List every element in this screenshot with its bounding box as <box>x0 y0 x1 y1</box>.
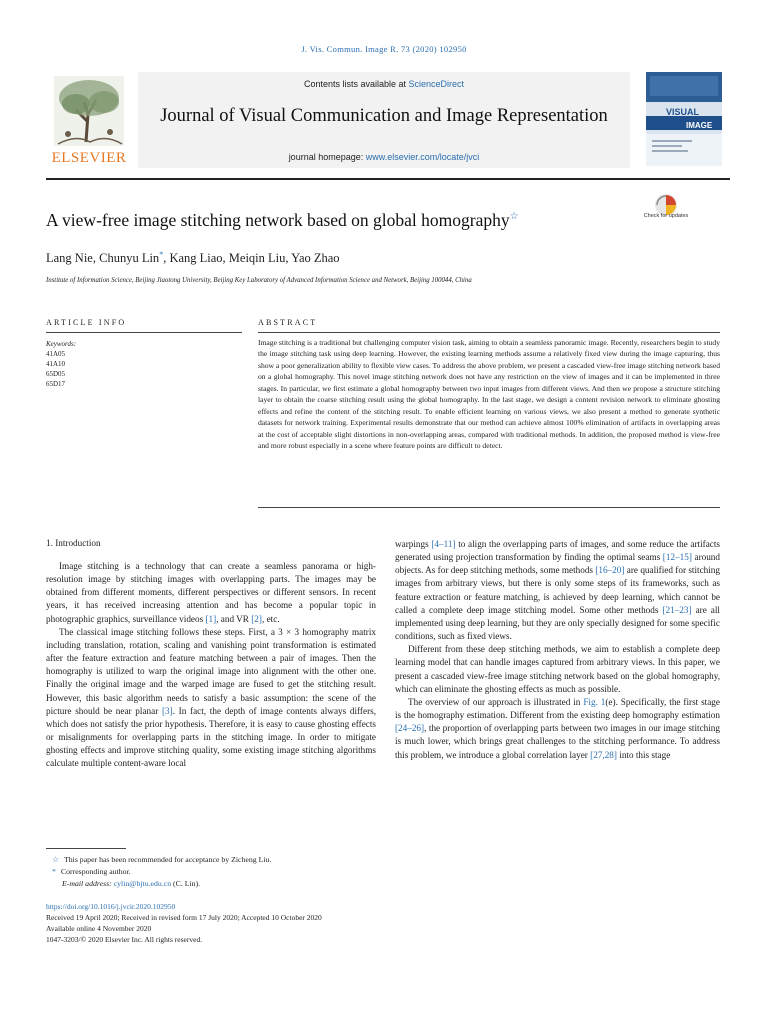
abstract-rule <box>258 332 720 333</box>
intro-paragraph-2-cont <box>395 538 720 643</box>
email-tail: (C. Lin). <box>171 879 201 888</box>
text-run: around objects. As for deep stitching methods, some methods <box>395 552 720 576</box>
text-run: to align the overlapping parts of images, and some reduce the artifacts generated using projection transformation by finding the optimal seams <box>395 539 720 563</box>
text-run: The overview of our approach is illustrated in <box>408 696 584 707</box>
authors-first: Lang Nie, Chunyu Lin <box>46 251 160 266</box>
text-run: into this stage <box>616 749 671 760</box>
journal-title: Journal of Visual Communication and Image Representation <box>160 106 608 126</box>
footnote-acceptance <box>52 855 271 864</box>
citation-link[interactable]: [4–11] <box>431 539 456 549</box>
check-for-updates-label[interactable]: Check for updates <box>643 213 689 219</box>
text-run: Image stitching is a technology that can create a seamless panorama or high-resolution image by stitching images with overlapping parts. The images may be obtained from different moments, different perspectives or different sensors. In recent years, it has received increasing attention and has become a popular topic in photographic graphics, surveillance videos <box>46 561 376 624</box>
check-for-updates-icon[interactable] <box>646 192 686 232</box>
available-online: Available online 4 November 2020 <box>46 924 152 933</box>
text-run: , and VR <box>216 613 252 624</box>
text-run: are qualified for stitching images from arbitrary views, but there is only some steps of its frameworks, such as feature extraction or feature matching, is achieved by deep learning, which cannot be called a complete deep image stitching model. Some other methods <box>395 565 720 615</box>
journal-cover-image <box>646 72 722 166</box>
intro-paragraph-4 <box>395 696 720 762</box>
footnote-rule <box>46 848 126 849</box>
abstract-bottom-rule <box>258 507 720 508</box>
citation-link[interactable]: [16–20] <box>595 565 625 576</box>
footnote-mark: ☆ <box>52 855 59 864</box>
contents-line <box>138 79 630 89</box>
footnote-text: This paper has been recommended for acceptance by Zicheng Liu. <box>64 855 272 864</box>
title-footnote-mark[interactable]: ☆ <box>509 211 519 223</box>
figure-link[interactable]: Fig. 1 <box>583 696 606 707</box>
paper-title-text: A view-free image stitching network based on global homography <box>46 210 510 230</box>
doi-link[interactable]: https://doi.org/10.1016/j.jvcir.2020.102950 <box>46 902 176 911</box>
keywords-label: Keywords: <box>46 340 77 348</box>
citation-link[interactable]: [1] <box>205 613 217 624</box>
paper-title <box>46 210 519 231</box>
intro-paragraph-2 <box>46 626 376 771</box>
abstract-text: Image stitching is a traditional but challenging computer vision task, aiming to obtain a seamless panoramic image. Recently, researchers begin to study the image stitching task using deep learning. However, the existing learning methods assume a relatively fixed view during the image capturing, thus show a poor generalization ability to flexible view cases. To address the above problem, we present a cascaded view-free image stitching network based on a global homography. This novel image stitching network does not have any restriction on the view of images and it can be implemented in three stages. In particular, we first estimate a global homography between two input images from different views. And then we propose a structure stitching layer to obtain the coarse stitching result using the global homography. In the last stage, we design a content revision network to eliminate ghosting effects and refine the content of the stitching result. To enable efficient learning on various views, we also present a method to generate synthetic datasets for network training. Experimental results demonstrate that our method can achieve almost 100% elimination of artifacts in overlapping areas at the cost of acceptable slight distortions in non-overlapping areas, compared with traditional methods. In addition, the proposed method is view-free and more robust especially in a scene where feature points are difficult to detect. <box>258 338 720 451</box>
homepage-prefix: journal homepage: <box>288 152 366 162</box>
text-run: warpings <box>395 539 432 549</box>
affiliation: Institute of Information Science, Beijing Jiaotong University, Beijing Key Laboratory of Advanced Information Science and Network, Beijing 100044, China <box>46 277 472 284</box>
sciencedirect-link[interactable]: ScienceDirect <box>408 79 465 89</box>
keyword-item: 65D05 <box>46 370 66 378</box>
footnote-mark: * <box>52 867 56 876</box>
body-right-column <box>395 538 720 762</box>
email-label: E-mail address: <box>62 879 114 888</box>
header-rule <box>46 178 730 180</box>
keyword-item: 41A05 <box>46 350 66 358</box>
keyword-item: 65D17 <box>46 380 66 388</box>
corresponding-author-mark[interactable]: * <box>159 250 164 259</box>
text-run: , the proportion of overlapping parts between two images in our image stitching is much lower, which brings great challenges to the stitching performance. To address this problem, we introduce a global correlation layer <box>395 723 720 760</box>
text-run: The classical image stitching follows these steps. First, a 3 × 3 homography matrix including translation, rotation, scaling and vanishing point transformation is estimated after the feature extraction and feature matching between a pair of images. Then the homography is utilized to warp the original image into alignment with the other one. Finally the original image and the warped image are fused to get the stitching result. However, this basic algorithm needs to satisfy a basic assumption: the scene of the picture should be near planar <box>46 626 376 716</box>
text-run: . In fact, the depth of image contents always differs, which does not satisfy the prior hypothesis. Therefore, it is easy to cause ghosting effects or misalignments for overlapping parts in the stitching image. In order to mitigate ghosting effects and improve stitching quality, some existing image stitching algorithms calculate multiple content-aware local <box>46 705 376 769</box>
citation-link[interactable]: [21–23] <box>662 604 692 615</box>
citation-link[interactable]: [24–26] <box>395 723 425 734</box>
text-run: are all implemented using deep learning, but they are only specially designed for some specific conditions, such as fixed views. <box>395 604 720 642</box>
copyright-line: 1047-3203/© 2020 Elsevier Inc. All rights reserved. <box>46 935 203 944</box>
email-link[interactable]: cylin@bjtu.edu.cn <box>113 879 172 888</box>
intro-paragraph-1 <box>46 560 376 626</box>
author-list <box>46 250 340 266</box>
cover-word-visual: VISUAL <box>666 107 700 117</box>
cover-word-image: IMAGE <box>686 121 713 130</box>
publisher-name: ELSEVIER <box>51 150 127 166</box>
intro-paragraph-3: Different from these deep stitching methods, we aim to establish a complete deep learning model that can handle images captured from arbitrary views. In this paper, we present a cascaded view-free image stitching network based on the global homography, which can eliminate the ghosting effects as much as possible. <box>395 644 720 694</box>
citation-link[interactable]: [27,28] <box>590 749 617 760</box>
text-run: , etc. <box>261 613 280 624</box>
text-run: (e). Specifically, the first stage is the homography estimation. Different from the existing deep homography estimation <box>395 696 720 721</box>
citation-link[interactable]: [3] <box>161 705 173 716</box>
article-info-heading: ARTICLE INFO <box>46 318 127 327</box>
keyword-item: 41A10 <box>46 360 66 368</box>
contents-prefix: Contents lists available at <box>303 79 409 89</box>
abstract-heading: ABSTRACT <box>258 318 318 327</box>
body-left-column <box>46 560 376 771</box>
footnote-corresponding <box>52 867 131 876</box>
received-dates: Received 19 April 2020; Received in revised form 17 July 2020; Accepted 10 October 2020 <box>46 913 322 922</box>
citation-link[interactable]: [12–15] <box>662 552 692 563</box>
footnote-text: Corresponding author. <box>60 867 131 876</box>
footnote-email <box>62 879 200 888</box>
introduction-heading: 1. Introduction <box>46 538 101 548</box>
authors-rest: , Kang Liao, Meiqin Liu, Yao Zhao <box>163 251 340 266</box>
citation-link[interactable]: [2] <box>251 613 262 624</box>
journal-reference[interactable]: J. Vis. Commun. Image R. 73 (2020) 102950 <box>301 44 467 54</box>
journal-homepage-line <box>138 152 630 162</box>
article-info-rule <box>46 332 242 333</box>
journal-homepage-link[interactable]: www.elsevier.com/locate/jvci <box>365 152 480 162</box>
